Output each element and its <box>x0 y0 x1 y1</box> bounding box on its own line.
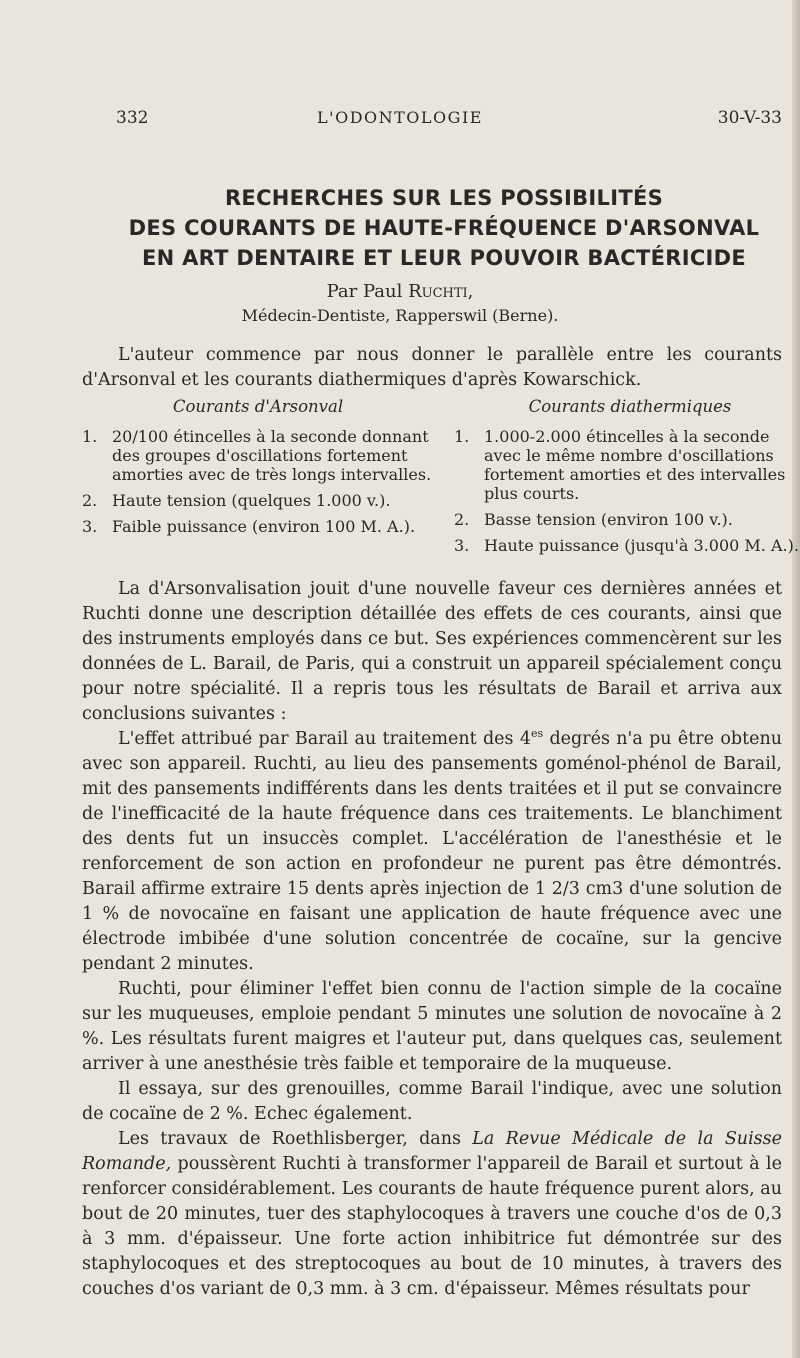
item-number: 1. <box>82 427 98 446</box>
issue-date: 30-V-33 <box>717 108 782 128</box>
list-item <box>82 517 434 536</box>
column-arsonval <box>82 397 434 543</box>
page-edge-shadow <box>792 0 800 1358</box>
paragraph-2-start: L'effet attribué par Barail au traitement des 4 <box>118 729 531 749</box>
paragraph-5-rest: poussèrent Ruchti à transformer l'appareil de Barail et surtout à le renforcer considérablement. Les courants de haute fréquence purent alors, au bout de 20 minutes, tuer des staphylocoques à travers une couche d'os de 0,3 à 3 mm. d'épaisseur. Une forte action inhibitrice fut démontrée sur des staphylocoques et des streptocoques au bout de 10 minutes, à travers des couches d'os variant de 0,3 mm. à 3 cm. d'épaisseur. Mêmes résultats pour <box>82 1154 782 1299</box>
title-line-1: RECHERCHES SUR LES POSSIBILITÉS <box>224 186 664 210</box>
intro-paragraph <box>82 343 782 393</box>
journal-title: L'ODONTOLOGIE <box>317 108 483 127</box>
paragraph-1: La d'Arsonvalisation jouit d'une nouvelle faveur ces dernières années et Ruchti donne une description détaillée des effets de ces courants, ainsi que des instruments employés dans ce but. Ses expériences commencèrent sur les données de L. Barail, de Paris, qui a construit un appareil spécialement conçu pour notre spécialité. Il a repris tous les résultats de Barail et arriva aux conclusions suivantes : <box>82 579 782 724</box>
journal-citation: La Revue Médicale de la Suisse Romande, <box>82 1129 782 1174</box>
author-affiliation: Médecin-Dentiste, Rapperswil (Berne). <box>241 306 559 325</box>
list-item <box>82 491 434 510</box>
item-number: 3. <box>454 536 470 555</box>
page-number: 332 <box>116 108 149 128</box>
item-number: 3. <box>82 517 98 536</box>
title-line-2: DES COURANTS DE HAUTE-FRÉQUENCE D'ARSONVAL <box>128 216 760 240</box>
paragraph-2 <box>82 727 782 977</box>
article-title <box>100 183 788 273</box>
item-text: Haute tension (quelques 1.000 v.). <box>112 491 391 510</box>
item-number: 2. <box>454 510 470 529</box>
paragraph-4: Il essaya, sur des grenouilles, comme Barail l'indique, avec une solution de cocaïne de 2 %. Echec également. <box>82 1079 782 1124</box>
list-item <box>82 427 434 484</box>
item-number: 1. <box>454 427 470 446</box>
byline-suffix: , <box>467 281 474 302</box>
author-name: Ruchti <box>408 281 468 302</box>
list-item <box>454 510 800 529</box>
item-text: 20/100 étincelles à la seconde donnant des groupes d'oscillations fortement amorties avec de très longs intervalles. <box>112 427 432 484</box>
ordinal-superscript: es <box>530 727 544 741</box>
comparison-columns <box>82 397 799 582</box>
title-line-3: EN ART DENTAIRE ET LEUR POUVOIR BACTÉRICIDE <box>141 246 747 270</box>
byline <box>0 281 800 302</box>
item-text: Basse tension (environ 100 v.). <box>484 510 733 529</box>
running-header <box>0 108 800 132</box>
article-body <box>82 577 782 1302</box>
list-item <box>454 536 800 555</box>
item-text: Faible puissance (environ 100 M. A.). <box>112 517 416 536</box>
column-diathermiques <box>454 397 800 562</box>
item-text: Haute puissance (jusqu'à 3.000 M. A.). <box>484 536 799 555</box>
item-text: 1.000-2.000 étincelles à la seconde avec le même nombre d'oscillations fortement amorties et des intervalles plus courts. <box>484 427 786 503</box>
item-number: 2. <box>82 491 98 510</box>
paragraph-3: Ruchti, pour éliminer l'effet bien connu de l'action simple de la cocaïne sur les muqueuses, emploie pendant 5 minutes une solution de novocaïne à 2 %. Les résultats furent maigres et l'auteur put, dans quelques cas, seulement arriver à une anesthésie très faible et temporaire de la muqueuse. <box>82 979 782 1074</box>
paragraph-5 <box>82 1127 782 1302</box>
list-item <box>454 427 800 503</box>
column-heading-diathermiques: Courants diathermiques <box>528 397 732 416</box>
column-heading-arsonval: Courants d'Arsonval <box>172 397 344 416</box>
paragraph-2-rest: degrés n'a pu être obtenu avec son appareil. Ruchti, au lieu des pansements goménol-phénol de Barail, mit des pansements indifférents dans les dents traitées et il put se convaincre de l'inefficacité de la haute fréquence dans ces traitements. Le blanchiment des dents fut un insuccès complet. L'accélération de l'anesthésie et le renforcement de son action en profondeur ne purent pas être démontrés. Barail affirme extraire 15 dents après injection de 1 2/3 cm3 d'une solution de 1 % de novocaïne en faisant une application de haute fréquence avec une électrode imbibée d'une solution concentrée de cocaïne, sur la gencive pendant 2 minutes. <box>82 729 783 974</box>
byline-prefix: Par Paul <box>326 281 409 302</box>
intro-text: L'auteur commence par nous donner le parallèle entre les courants d'Arsonval et les courants diathermiques d'après Kowarschick. <box>82 345 782 390</box>
paragraph-5-start: Les travaux de Roethlisberger, dans <box>118 1129 473 1149</box>
